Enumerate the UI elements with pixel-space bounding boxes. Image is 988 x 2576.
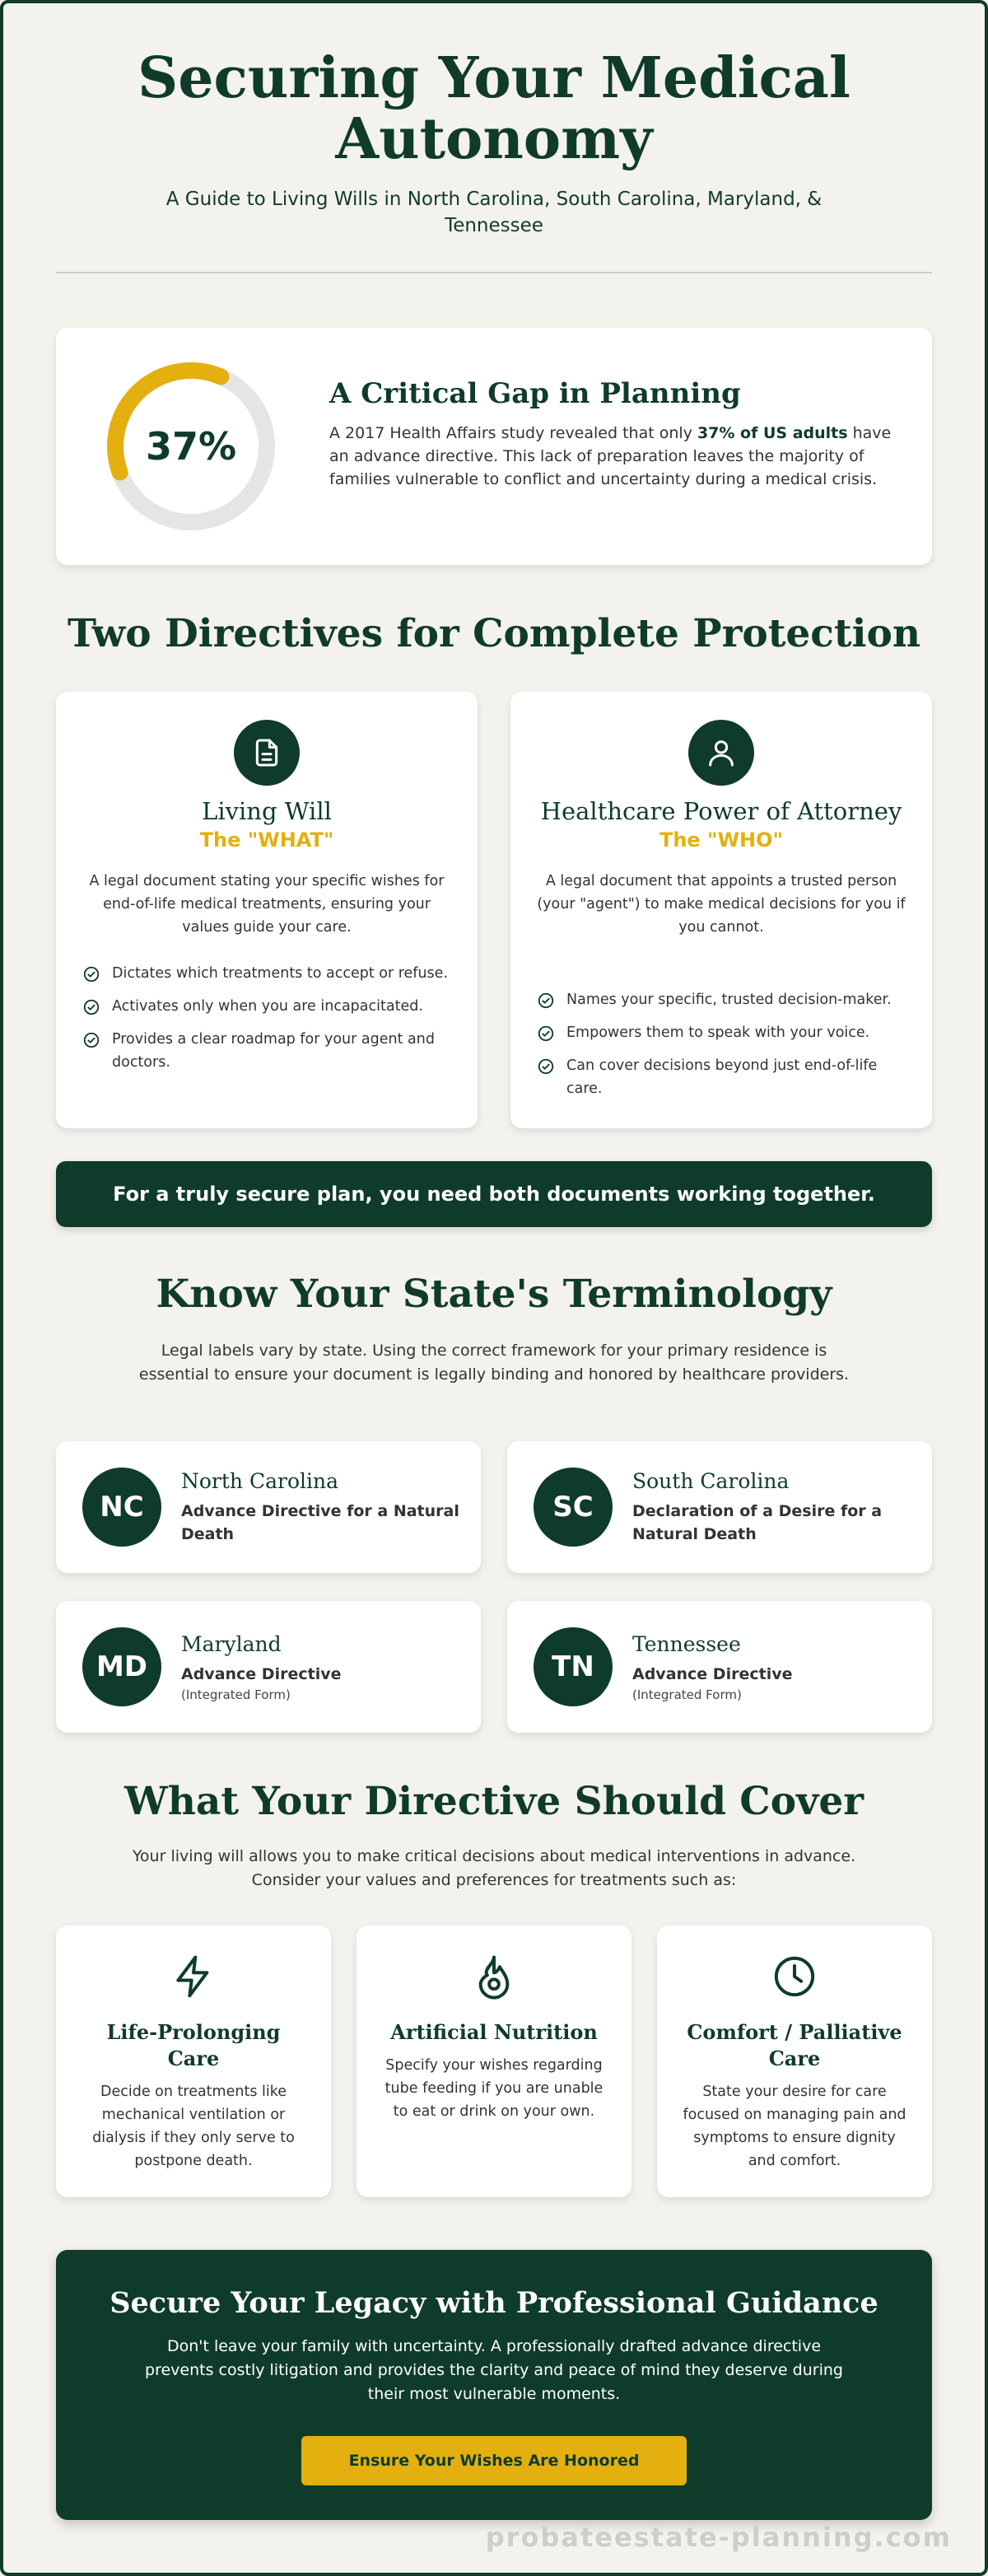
state-document: Advance Directive <box>181 1665 342 1683</box>
stat-text: A 2017 Health Affairs study revealed that only 37% of US adults have an advance directive. This lack of preparation leaves the majority of families vulnerable to conflict and uncertainty during a medical crisis. <box>329 424 892 488</box>
percent-value: 37% <box>145 424 237 469</box>
check-circle-icon <box>82 1031 100 1049</box>
cover-title: Life-Prolonging Care <box>106 2020 281 2070</box>
state-badge: MD <box>82 1627 161 1706</box>
header-divider <box>56 272 932 273</box>
state-name: North Carolina <box>181 1469 339 1493</box>
cover-card-life-prolonging <box>56 1925 331 2197</box>
directive-description: A legal document that appoints a trusted person (your "agent") to make medical decisions for you if you cannot. <box>537 873 906 936</box>
page-header <box>56 45 932 239</box>
both-documents-banner: For a truly secure plan, you need both documents working together. <box>56 1161 932 1227</box>
check-circle-icon <box>537 1024 555 1043</box>
state-name: South Carolina <box>632 1469 790 1493</box>
directive-title: Healthcare Power of Attorney <box>540 797 902 825</box>
state-name: Maryland <box>181 1632 282 1656</box>
page-subtitle: A Guide to Living Wills in North Carolina, South Carolina, Maryland, & Tennessee <box>165 189 823 236</box>
directives-title: Two Directives for Complete Protection <box>67 611 921 656</box>
directive-subtitle: The "WHO" <box>659 828 784 852</box>
person-icon <box>688 720 754 786</box>
living-will-card <box>56 692 478 1128</box>
state-card-nc <box>56 1441 481 1573</box>
cover-card-comfort <box>657 1925 932 2197</box>
state-name: Tennessee <box>632 1632 741 1656</box>
directive-title: Living Will <box>202 797 332 825</box>
state-card-sc <box>507 1441 932 1573</box>
list-item: Can cover decisions beyond just end-of-life care. <box>537 1054 904 1100</box>
list-item: Provides a clear roadmap for your agent and doctors. <box>82 1028 450 1074</box>
flame-icon <box>471 1953 517 2000</box>
state-note: (Integrated Form) <box>181 1687 291 1702</box>
coverage-intro: Your living will allows you to make critical decisions about medical interventions in advance. Consider your values and preferences for treatments such as: <box>132 1847 856 1889</box>
check-circle-icon <box>537 992 555 1010</box>
directive-list <box>82 962 450 1084</box>
directive-subtitle: The "WHAT" <box>199 828 334 852</box>
clock-icon <box>771 1953 818 2000</box>
cover-text: Decide on treatments like mechanical ventilation or dialysis if they only serve to postpone death. <box>92 2084 295 2169</box>
terminology-title: Know Your State's Terminology <box>156 1272 832 1317</box>
state-card-md <box>56 1601 481 1733</box>
state-document: Advance Directive for a Natural Death <box>181 1502 459 1543</box>
directive-list <box>537 988 904 1110</box>
cover-text: Specify your wishes regarding tube feeding if you are unable to eat or drink on your own. <box>384 2057 604 2120</box>
stat-card <box>56 328 932 565</box>
coverage-title: What Your Directive Should Cover <box>124 1779 864 1824</box>
state-badge: SC <box>534 1468 613 1547</box>
state-note: (Integrated Form) <box>632 1687 742 1702</box>
power-of-attorney-card <box>510 692 932 1128</box>
ensure-wishes-button[interactable]: Ensure Your Wishes Are Honored <box>301 2436 687 2485</box>
cover-text: State your desire for care focused on managing pain and symptoms to ensure dignity and comfort. <box>683 2084 906 2169</box>
state-card-tn <box>507 1601 932 1733</box>
document-icon <box>234 720 300 786</box>
page-title: Securing Your Medical Autonomy <box>137 45 851 172</box>
check-circle-icon <box>82 998 100 1016</box>
state-document: Advance Directive <box>632 1665 793 1683</box>
cta-title: Secure Your Legacy with Professional Guidance <box>110 2286 878 2320</box>
stat-highlight: 37% of US adults <box>697 424 848 442</box>
cover-card-nutrition <box>357 1925 631 2197</box>
check-circle-icon <box>82 965 100 983</box>
state-document: Declaration of a Desire for a Natural Death <box>632 1502 883 1543</box>
cta-text: Don't leave your family with uncertainty. A professionally drafted advance directive prevents costly litigation and provides the clarity and peace of mind they deserve during their most vulnerable moments. <box>145 2337 843 2403</box>
state-badge: TN <box>534 1627 613 1706</box>
cta-section <box>56 2250 932 2520</box>
stat-title: A Critical Gap in Planning <box>329 377 741 410</box>
check-circle-icon <box>537 1057 555 1076</box>
list-item: Names your specific, trusted decision-maker. <box>537 988 904 1011</box>
terminology-intro: Legal labels vary by state. Using the correct framework for your primary residence is essential to ensure your document is legally binding and honored by healthcare providers. <box>138 1342 850 1384</box>
list-item: Dictates which treatments to accept or refuse. <box>82 962 450 985</box>
cover-title: Artificial Nutrition <box>390 2020 598 2044</box>
directive-description: A legal document stating your specific wishes for end-of-life medical treatments, ensuring your values guide your care. <box>89 873 445 936</box>
cover-title: Comfort / Palliative Care <box>687 2020 902 2070</box>
watermark: probateestate-planning.com <box>485 2522 952 2553</box>
list-item: Empowers them to speak with your voice. <box>537 1021 904 1044</box>
lightning-icon <box>170 1953 217 2000</box>
state-badge: NC <box>82 1468 161 1547</box>
list-item: Activates only when you are incapacitated. <box>82 995 450 1018</box>
